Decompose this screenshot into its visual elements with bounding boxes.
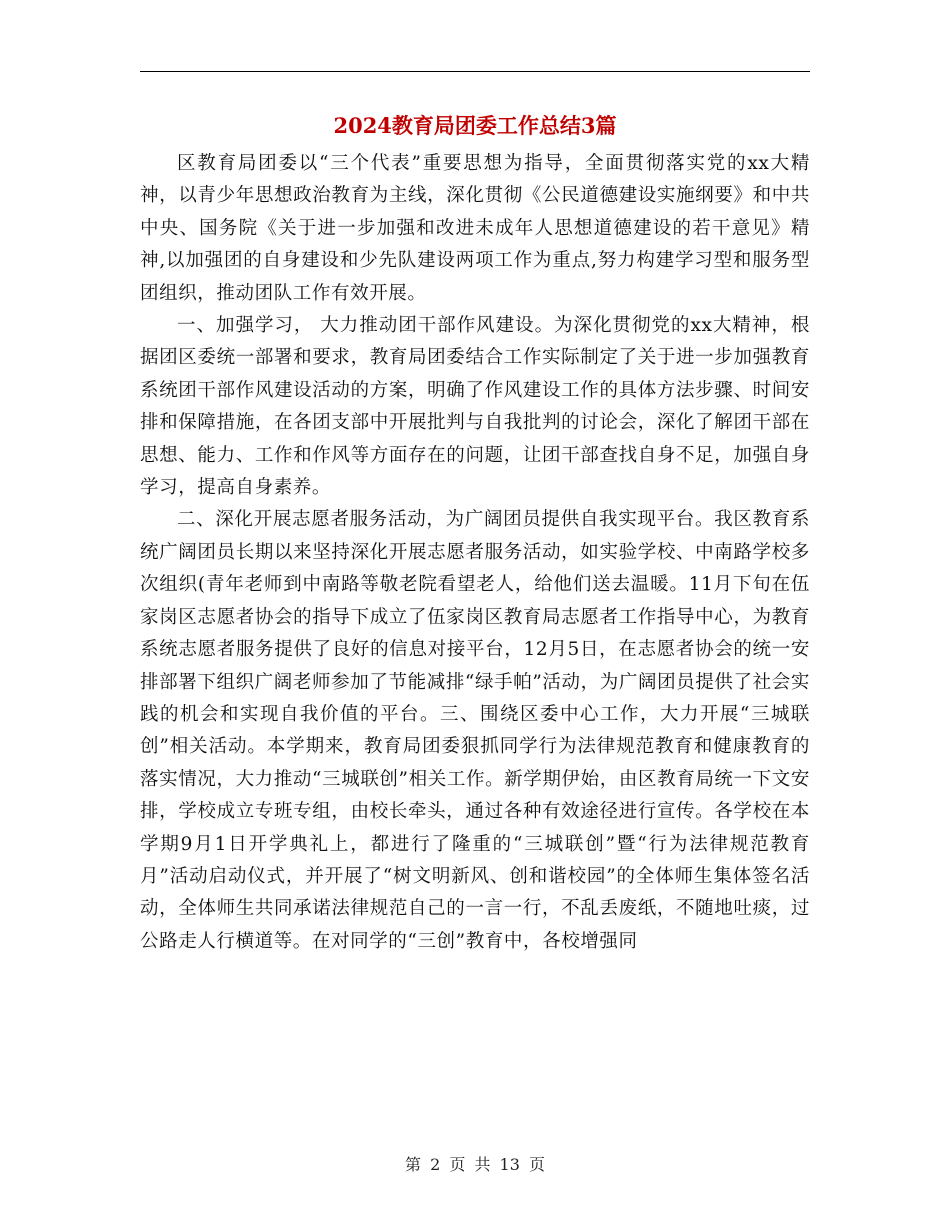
page-number: 第 2 页 共 13 页 [405,1155,545,1174]
document-body [140,148,810,958]
paragraph-intro: 区教育局团委以“三个代表”重要思想为指导，全面贯彻落实党的xx大精神，以青少年思想政治教育为主线，深化贯彻《公民道德建设实施纲要》和中共中央、国务院《关于进一步加强和改进未成年人思想道德建设的若干意见》精神,以加强团的自身建设和少先队建设两项工作为重点,努力构建学习型和服务型团组织，推动团队工作有效开展。 [140,153,810,304]
paragraph-section-2: 二、深化开展志愿者服务活动，为广阔团员提供自我实现平台。我区教育系统广阔团员长期以来坚持深化开展志愿者服务活动，如实验学校、中南路学校多次组织(青年老师到中南路等敬老院看望老人，给他们送去温暖。11月下旬在伍家岗区志愿者协会的指导下成立了伍家岗区教育局志愿者工作指导中心，为教育系统志愿者服务提供了良好的信息对接平台，12月5日，在志愿者协会的统一安排部署下组织广阔老师参加了节能减排“绿手帕”活动，为广阔团员提供了社会实践的机会和实现自我价值的平台。三、围绕区委中心工作，大力开展“三城联创”相关活动。本学期来，教育局团委狠抓同学行为法律规范教育和健康教育的落实情况，大力推动“三城联创”相关工作。新学期伊始，由区教育局统一下文安排，学校成立专班专组，由校长牵头，通过各种有效途径进行宣传。各学校在本学期9月1日开学典礼上，都进行了隆重的“三城联创”暨“行为法律规范教育月”活动启动仪式，并开展了“树文明新风、创和谐校园”的全体师生集体签名活动，全体师生共同承诺法律规范自己的一言一行，不乱丢废纸，不随地吐痰，过公路走人行横道等。在对同学的“三创”教育中，各校增强同 [140,509,810,952]
header-rule [140,71,810,72]
paragraph-section-1: 一、加强学习， 大力推动团干部作风建设。为深化贯彻党的xx大精神，根据团区委统一部署和要求，教育局团委结合工作实际制定了关于进一步加强教育系统团干部作风建设活动的方案，明确了作风建设工作的具体方法步骤、时间安排和保障措施，在各团支部中开展批判与自我批判的讨论会，深化了解团干部在思想、能力、工作和作风等方面存在的问题，让团干部查找自身不足，加强自身学习，提高自身素养。 [140,315,810,499]
document-title: 2024教育局团委工作总结3篇 [333,113,617,138]
